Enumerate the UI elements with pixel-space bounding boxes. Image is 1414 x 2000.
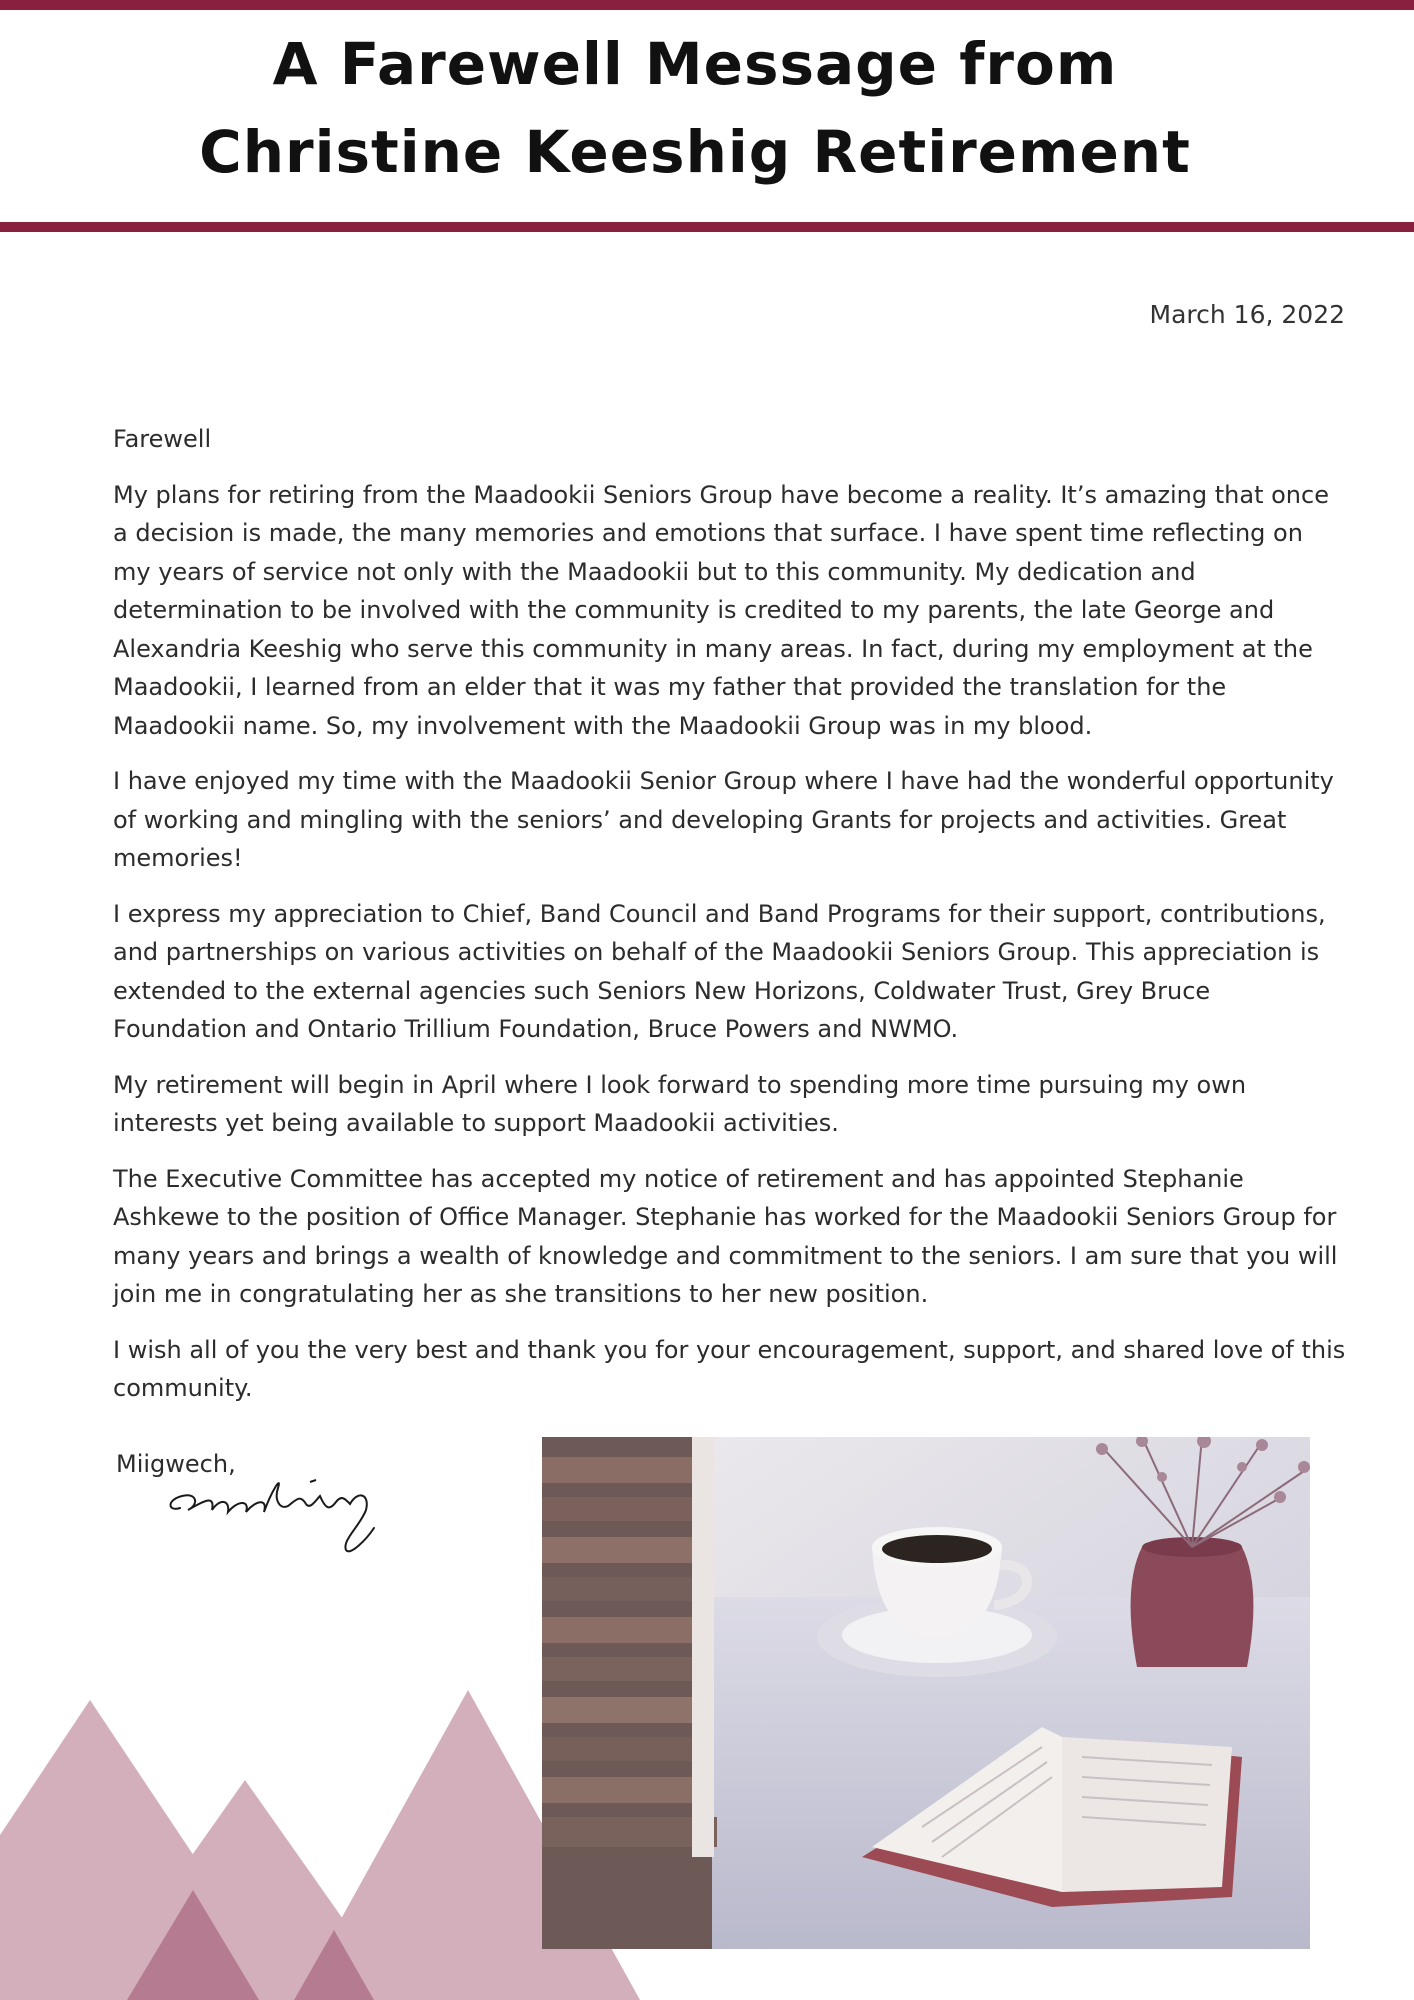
letter-paragraph: I express my appreciation to Chief, Band Council and Band Programs for their support, contributions, and partnerships on various activities on behalf of the Maadookii Seniors Group. This appreciation is extended to the external agencies such Seniors New Horizons, Coldwater Trust, Grey Bruce Foundation and Ontario Trillium Foundation, Bruce Powers and NWMO. (113, 899, 1326, 1043)
coffee-and-books-photo (542, 1437, 1310, 1949)
title-line-2: Christine Keeshig Retirement (199, 118, 1191, 186)
letter-paragraph: The Executive Committee has accepted my notice of retirement and has appointed Stephanie Ashkewe to the position of Office Manager. Stephanie has worked for the Maadookii Seniors Group for many years and brings a wealth of knowledge and commitment to the seniors. I am sure that you will join me in congratulating her as she transitions to her new position. (113, 1164, 1338, 1308)
book-stack (542, 1437, 717, 1949)
header-bottom-rule (0, 222, 1414, 232)
closing: Miigwech, (116, 1450, 236, 1478)
letter-paragraph: I have enjoyed my time with the Maadookii Senior Group where I have had the wonderful opportunity of working and mingling with the seniors’ and developing Grants for projects and activities. Great memories! (113, 767, 1334, 872)
title-line-1: A Farewell Message from (272, 30, 1118, 98)
letter-paragraph: My retirement will begin in April where I look forward to spending more time pursuing my own interests yet being available to support Maadookii activities. (113, 1070, 1247, 1137)
letter-date: March 16, 2022 (1149, 300, 1345, 329)
letter-paragraph: My plans for retiring from the Maadookii Seniors Group have become a reality. It’s amazing that once a decision is made, the many memories and emotions that surface. I have spent time reflecting on my years of service not only with the Maadookii but to this community. My dedication and determination to be involved with the community is credited to my parents, the late George and Alexandria Keeshig who serve this community in many areas. In fact, during my employment at the Maadookii, I learned from an elder that it was my father that provided the translation for the Maadookii name. So, my involvement with the Maadookii Group was in my blood. (113, 480, 1329, 740)
letter-body (113, 420, 1347, 1425)
signature (160, 1470, 440, 1560)
salutation: Farewell (113, 425, 212, 453)
page-title (0, 20, 1390, 196)
letter-paragraph: I wish all of you the very best and thank you for your encouragement, support, and shared love of this community. (113, 1335, 1346, 1402)
header-top-rule (0, 0, 1414, 10)
